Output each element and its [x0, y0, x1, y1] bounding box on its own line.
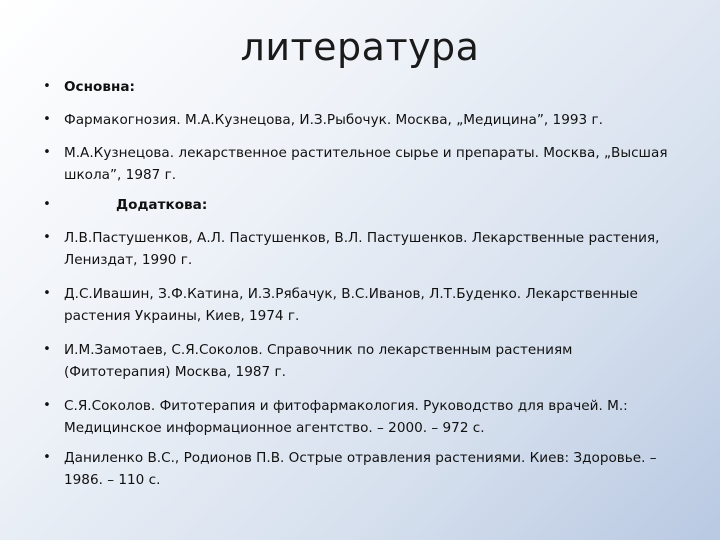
- bullet-icon: •: [43, 79, 51, 94]
- bullet-icon: •: [43, 450, 51, 465]
- list-item: [40, 142, 680, 186]
- reference-text: С.Я.Соколов. Фитотерапия и фитофармакология. Руководство для врачей. М.: Медицинское информационное агентство. – 2000. – 972 с.: [64, 398, 628, 436]
- section-heading-additional: Додаткова:: [116, 197, 208, 213]
- slide-title: литература: [240, 25, 480, 69]
- bullet-icon: •: [43, 145, 51, 160]
- bullet-icon: •: [43, 286, 51, 301]
- reference-text: Даниленко В.С., Родионов П.В. Острые отравления растениями. Киев: Здоровье. – 1986. – 110 с.: [64, 450, 657, 488]
- bullet-icon: •: [43, 398, 51, 413]
- bullet-icon: •: [43, 112, 51, 127]
- bullet-icon: •: [43, 197, 51, 212]
- list-item: [40, 227, 680, 271]
- section-heading-main: Основна:: [64, 79, 135, 95]
- reference-text: Д.С.Ивашин, З.Ф.Катина, И.З.Рябачук, В.С.Иванов, Л.Т.Буденко. Лекарственные растения Украины, Киев, 1974 г.: [64, 286, 638, 324]
- list-item: [40, 339, 680, 383]
- bullet-icon: •: [43, 342, 51, 357]
- list-item: [40, 395, 680, 439]
- list-item: [40, 447, 680, 491]
- literature-list: [40, 76, 680, 491]
- list-item: [40, 109, 680, 131]
- bullet-icon: •: [43, 230, 51, 245]
- list-item: [40, 283, 680, 327]
- list-item: [40, 76, 680, 98]
- list-item: [40, 194, 680, 216]
- reference-text: Л.В.Пастушенков, А.Л. Пастушенков, В.Л. Пастушенков. Лекарственные растения, Лениздат, 1990 г.: [64, 230, 660, 268]
- reference-text: Фармакогнозия. М.А.Кузнецова, И.З.Рыбочук. Москва, „Медицина”, 1993 г.: [64, 112, 603, 128]
- reference-text: М.А.Кузнецова. лекарственное растительное сырье и препараты. Москва, „Высшая школа”, 1987 г.: [64, 145, 668, 183]
- reference-text: И.М.Замотаев, С.Я.Соколов. Справочник по лекарственным растениям (Фитотерапия) Москва, 1987 г.: [64, 342, 573, 380]
